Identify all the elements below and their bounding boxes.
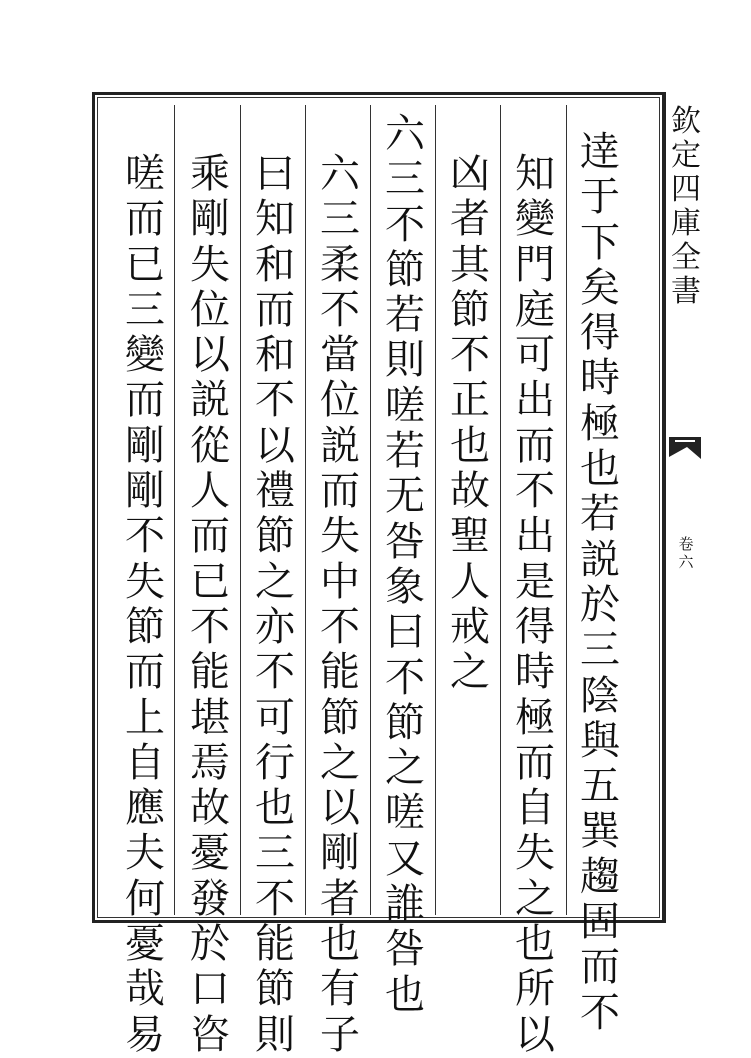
glyph: 以	[190, 332, 230, 379]
glyph: 出	[515, 513, 555, 560]
glyph: 而	[125, 649, 165, 696]
glyph: 庭	[515, 286, 555, 333]
glyph: 位	[320, 377, 360, 424]
glyph: 説	[580, 536, 620, 583]
glyph: 不	[580, 989, 620, 1036]
glyph: 不	[125, 513, 165, 560]
glyph: 而	[125, 196, 165, 243]
glyph: 知	[255, 196, 295, 243]
glyph: 曰	[255, 151, 295, 197]
glyph: 書	[671, 274, 701, 309]
glyph: 可	[255, 694, 295, 741]
column-rule	[305, 105, 306, 915]
glyph: 三	[320, 196, 360, 243]
glyph: 之	[255, 558, 295, 605]
glyph: 失	[125, 558, 165, 605]
glyph: 之	[385, 745, 425, 792]
glyph: 應	[125, 785, 165, 832]
column-rule	[370, 105, 371, 915]
volume-label	[665, 535, 707, 571]
glyph: 庫	[671, 206, 701, 241]
glyph: 節	[385, 246, 425, 293]
glyph: 憂	[125, 921, 165, 968]
glyph: 自	[125, 739, 165, 786]
glyph: 則	[255, 1011, 295, 1058]
glyph: 而	[580, 944, 620, 991]
glyph: 而	[515, 422, 555, 469]
glyph: 失	[320, 513, 360, 560]
glyph: 咎	[385, 926, 425, 973]
glyph: 剛	[125, 468, 165, 515]
glyph: 也	[515, 921, 555, 968]
glyph: 失	[515, 830, 555, 877]
glyph: 可	[515, 332, 555, 379]
glyph: 焉	[190, 739, 230, 786]
glyph: 失	[190, 241, 230, 288]
glyph: 嗟	[385, 382, 425, 429]
glyph: 能	[190, 649, 230, 696]
glyph: 極	[515, 694, 555, 741]
glyph: 夫	[125, 830, 165, 877]
text-column-7	[180, 152, 240, 1058]
book-title	[665, 105, 707, 309]
glyph: 則	[385, 337, 425, 384]
glyph: 於	[190, 921, 230, 968]
glyph: 之	[515, 875, 555, 922]
glyph: 不	[385, 201, 425, 248]
glyph: 戒	[450, 603, 490, 650]
glyph: 若	[580, 491, 620, 538]
glyph: 堪	[190, 694, 230, 741]
glyph: 也	[385, 971, 425, 1018]
glyph: 下	[580, 219, 620, 266]
glyph: 已	[190, 558, 230, 605]
column-rule	[435, 105, 436, 915]
glyph: 位	[190, 286, 230, 333]
glyph: 哉	[125, 966, 165, 1013]
glyph: 人	[190, 468, 230, 515]
glyph: 五	[580, 763, 620, 810]
glyph: 當	[320, 332, 360, 379]
glyph: 誰	[385, 881, 425, 928]
glyph: 口	[190, 966, 230, 1013]
glyph: 凶	[450, 151, 490, 197]
glyph: 行	[255, 739, 295, 786]
glyph: 子	[320, 1011, 360, 1058]
glyph: 之	[450, 649, 490, 696]
glyph: 得	[580, 310, 620, 357]
glyph: 若	[385, 428, 425, 475]
text-column-3	[440, 152, 500, 696]
glyph: 六	[385, 111, 425, 157]
margin-header	[665, 95, 707, 923]
glyph: 出	[515, 377, 555, 424]
glyph: 者	[320, 875, 360, 922]
glyph: 柔	[320, 241, 360, 288]
glyph: 人	[450, 558, 490, 605]
text-column-6	[245, 152, 305, 1058]
glyph: 于	[580, 174, 620, 221]
glyph: 以	[320, 785, 360, 832]
glyph: 是	[515, 558, 555, 605]
glyph: 不	[515, 468, 555, 515]
glyph: 和	[255, 241, 295, 288]
glyph: 發	[190, 875, 230, 922]
glyph: 聖	[450, 513, 490, 560]
glyph: 不	[450, 332, 490, 379]
glyph: 知	[515, 151, 555, 197]
glyph: 節	[320, 694, 360, 741]
glyph: 剛	[320, 830, 360, 877]
glyph: 説	[190, 377, 230, 424]
glyph: 而	[255, 286, 295, 333]
glyph: 欽	[671, 104, 701, 139]
column-rule	[566, 105, 567, 915]
glyph: 不	[385, 654, 425, 701]
glyph: 正	[450, 377, 490, 424]
glyph: 不	[255, 377, 295, 424]
glyph: 變	[515, 196, 555, 243]
glyph: 矣	[580, 264, 620, 311]
glyph: 得	[515, 603, 555, 650]
column-rule	[240, 105, 241, 915]
glyph: 卷	[678, 535, 694, 553]
glyph: 剛	[125, 422, 165, 469]
glyph: 節	[385, 699, 425, 746]
glyph: 何	[125, 875, 165, 922]
glyph: 不	[190, 603, 230, 650]
glyph: 中	[320, 558, 360, 605]
glyph: 亦	[255, 603, 295, 650]
glyph: 與	[580, 717, 620, 764]
glyph: 也	[580, 446, 620, 493]
glyph: 三	[385, 156, 425, 203]
glyph: 不	[255, 649, 295, 696]
glyph: 時	[580, 355, 620, 402]
glyph: 全	[671, 240, 701, 275]
glyph: 三	[255, 830, 295, 877]
glyph: 之	[320, 739, 360, 786]
glyph: 嗟	[385, 790, 425, 837]
glyph: 節	[450, 286, 490, 333]
glyph: 六	[320, 151, 360, 197]
glyph: 曰	[385, 609, 425, 656]
glyph: 而	[515, 739, 555, 786]
text-column-1	[570, 130, 630, 1036]
glyph: 也	[255, 785, 295, 832]
glyph: 三	[580, 627, 620, 674]
glyph: 三	[125, 286, 165, 333]
glyph: 者	[450, 196, 490, 243]
glyph: 故	[450, 468, 490, 515]
glyph: 憂	[190, 830, 230, 877]
glyph: 象	[385, 563, 425, 610]
glyph: 以	[515, 1011, 555, 1058]
glyph: 自	[515, 785, 555, 832]
glyph: 變	[125, 332, 165, 379]
glyph: 不	[320, 603, 360, 650]
glyph: 於	[580, 581, 620, 628]
glyph: 不	[320, 286, 360, 333]
glyph: 和	[255, 332, 295, 379]
glyph: 能	[320, 649, 360, 696]
glyph: 固	[580, 899, 620, 946]
glyph: 其	[450, 241, 490, 288]
glyph: 從	[190, 422, 230, 469]
glyph: 四	[671, 172, 701, 207]
glyph: 易	[125, 1011, 165, 1058]
glyph: 咎	[385, 518, 425, 565]
glyph: 若	[385, 292, 425, 339]
glyph: 也	[320, 921, 360, 968]
glyph: 上	[125, 694, 165, 741]
glyph: 以	[255, 422, 295, 469]
glyph: 不	[255, 875, 295, 922]
glyph: 説	[320, 422, 360, 469]
glyph: 嗟	[125, 151, 165, 197]
glyph: 而	[190, 513, 230, 560]
glyph: 所	[515, 966, 555, 1013]
glyph: 无	[385, 473, 425, 520]
glyph: 而	[125, 377, 165, 424]
text-column-2	[505, 152, 565, 1058]
glyph: 也	[450, 422, 490, 469]
glyph: 逹	[580, 129, 620, 175]
glyph: 趨	[580, 853, 620, 900]
glyph: 節	[125, 603, 165, 650]
glyph: 節	[255, 513, 295, 560]
glyph: 故	[190, 785, 230, 832]
text-column-4	[375, 112, 435, 1018]
glyph: 而	[320, 468, 360, 515]
glyph: 六	[678, 553, 694, 571]
glyph: 極	[580, 400, 620, 447]
glyph: 又	[385, 835, 425, 882]
glyph: 咨	[190, 1011, 230, 1058]
glyph: 已	[125, 241, 165, 288]
text-column-5	[310, 152, 370, 1058]
glyph: 乘	[190, 151, 230, 197]
column-rule	[500, 105, 501, 915]
glyph: 陰	[580, 672, 620, 719]
glyph: 節	[255, 966, 295, 1013]
glyph: 有	[320, 966, 360, 1013]
glyph: 門	[515, 241, 555, 288]
glyph: 定	[671, 138, 701, 173]
fish-tail-mark-icon	[667, 435, 703, 461]
glyph: 剛	[190, 196, 230, 243]
text-column-8	[115, 152, 175, 1058]
glyph: 時	[515, 649, 555, 696]
glyph: 巽	[580, 808, 620, 855]
glyph: 禮	[255, 468, 295, 515]
glyph: 能	[255, 921, 295, 968]
